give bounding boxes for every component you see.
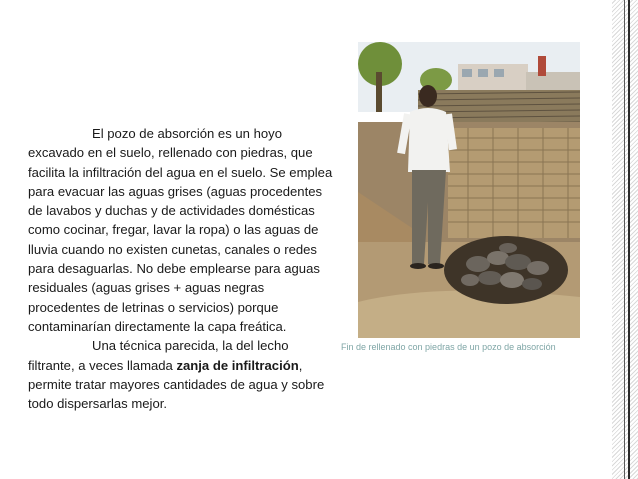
decorative-border-line (624, 0, 625, 479)
building-window (478, 69, 488, 77)
paragraph-2-text-before: Una técnica parecida, la del lecho filtrante, a veces llamada (28, 338, 289, 373)
decorative-border-line (628, 0, 630, 479)
building-sign (538, 56, 546, 76)
body-text (28, 124, 338, 413)
infiltration-trench-term: zanja de infiltración (176, 357, 299, 373)
building (458, 64, 528, 94)
building-window (494, 69, 504, 77)
paragraph-2 (28, 336, 338, 413)
tree-trunk (376, 72, 382, 112)
building-window (462, 69, 472, 77)
paragraph-2-text-after: , permite tratar mayores cantidades de agua y sobre todo dispersarlas mejor. (28, 357, 325, 412)
paragraph-1 (28, 124, 338, 336)
ground-foreground (358, 291, 580, 338)
decorative-hatch-border (612, 0, 638, 479)
figure-caption: Fin de rellenado con piedras de un pozo de absorción (341, 342, 556, 352)
paragraph-1-text: El pozo de absorción es un hoyo excavado en el suelo, rellenado con piedras, que facilita la infiltración del agua en el suelo. Se emplea para evacuar las aguas grises (aguas procedentes de lavabos y duchas y de actividades domésticas como cocinar, fregar, lavar la ropa) o las aguas de lluvia cuando no existen cunetas, canales o redes para desaguarlas. No debe emplearse para aguas residuales (aguas grises + aguas negras procedentes de letrinas o servicios) porque contaminarían directamente la capa freática. (28, 126, 333, 334)
photo-illustration (358, 42, 580, 338)
absorption-pit-photo (358, 42, 580, 338)
